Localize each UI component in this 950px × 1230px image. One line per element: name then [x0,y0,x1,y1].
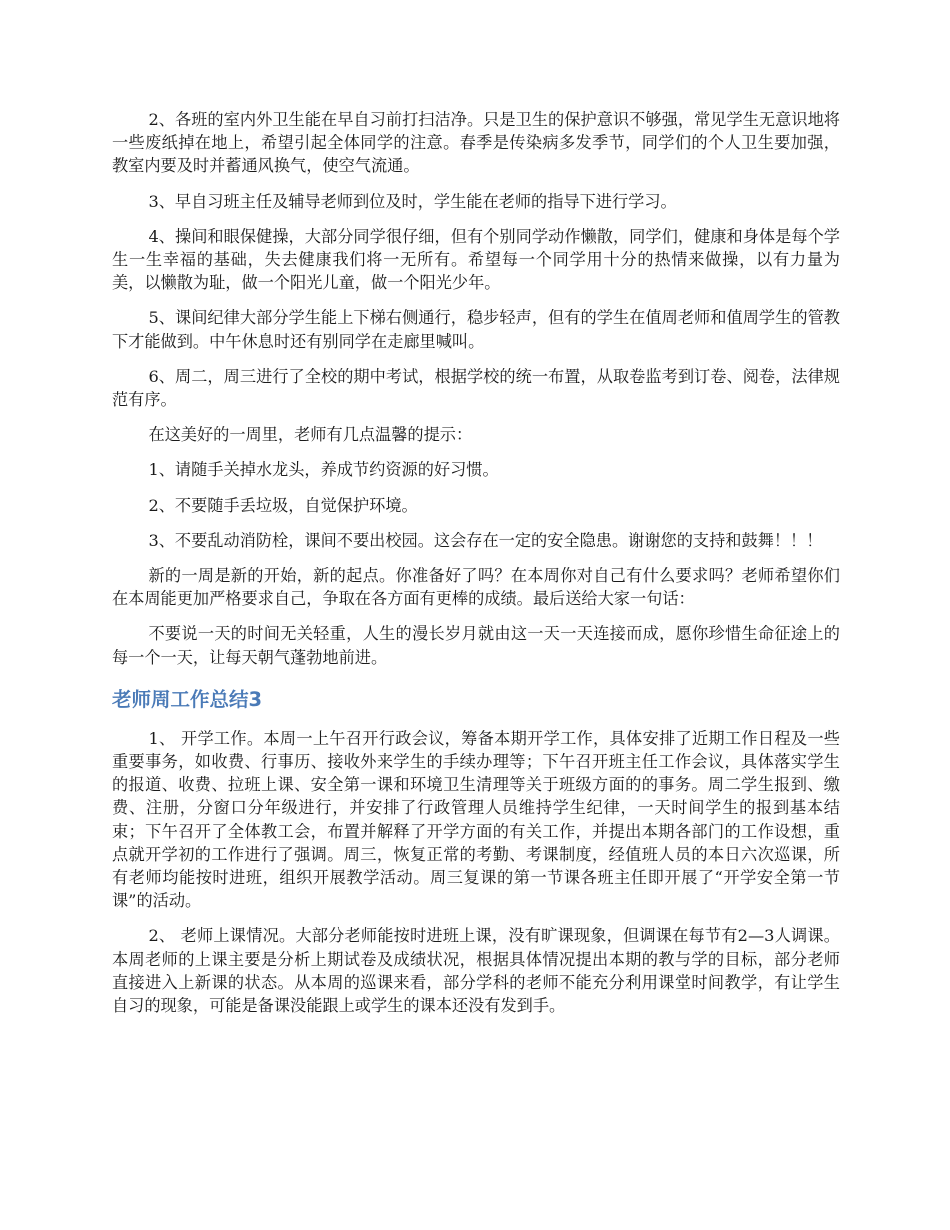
paragraph-new-week: 新的一周是新的开始，新的起点。你准备好了吗？在本周你对自己有什么要求吗？老师希望你们在本周能更加严格要求自己，争取在各方面有更棒的成绩。最后送给大家一句话： [112,566,840,609]
paragraph-tip-litter: 2、不要随手丢垃圾，自觉保护环境。 [148,495,418,515]
paragraph-break-discipline: 5、课间纪律大部分学生能上下梯右侧通行，稳步轻声，但有的学生在值周老师和值周学生的管教下才能做到。中午休息时还有别同学在走廊里喊叫。 [112,308,840,351]
paragraph-morning-study: 3、早自习班主任及辅导老师到位及时，学生能在老师的指导下进行学习。 [148,191,677,211]
document-page [112,108,840,1029]
paragraph-hygiene: 2、各班的室内外卫生能在早自习前打扫洁净。只是卫生的保护意识不够强，常见学生无意识地将一些废纸掉在地上，希望引起全体同学的注意。春季是传染病多发季节，同学们的个人卫生要加强，教室内要及时并蓄通风换气，使空气流通。 [112,110,840,176]
paragraph-tip-safety: 3、不要乱动消防栓，课间不要出校园。这会存在一定的安全隐患。谢谢您的支持和鼓舞！！！ [148,530,823,550]
paragraph-school-opening: 1、 开学工作。本周一上午召开行政会议，筹备本期开学工作，具体安排了近期工作日程及一些重要事务，如收费、行事历、接收外来学生的手续办理等；下午召开班主任工作会议，具体落实学生的报道、收费、拉班上课、安全第一课和环境卫生清理等关于班级方面的的事务。周二学生报到、缴费、注册，分窗口分年级进行，并安排了行政管理人员维持学生纪律，一天时间学生的报到基本结束；下午召开了全体教工会，布置并解释了开学方面的有关工作，并提出本期各部门的工作设想，重点就开学初的工作进行了强调。周三，恢复正常的考勤、考课制度，经值班人员的本日六次巡课，所有老师均能按时进班，组织开展教学活动。周三复课的第一节课各班主任即开展了“开学安全第一节课”的活动。 [112,728,840,911]
paragraph-tips-intro: 在这美好的一周里，老师有几点温馨的提示： [148,425,473,445]
paragraph-tip-water: 1、请随手关掉水龙头，养成节约资源的好习惯。 [148,460,499,480]
section-heading: 老师周工作总结3 [112,687,263,711]
paragraph-closing-quote: 不要说一天的时间无关轻重，人生的漫长岁月就由这一天一天连接而成，愿你珍惜生命征途上的每一个一天，让每天朝气蓬勃地前进。 [112,624,840,667]
paragraph-exercises: 4、操间和眼保健操，大部分同学很仔细，但有个别同学动作懒散，同学们，健康和身体是每个学生一生幸福的基础，失去健康我们将一无所有。希望每一个同学用十分的热情来做操，以有力量为美，以懒散为耻，做一个阳光儿童，做一个阳光少年。 [112,226,840,293]
paragraph-midterm-exam: 6、周二，周三进行了全校的期中考试，根据学校的统一布置，从取卷监考到订卷、阅卷，法律规范有序。 [112,366,840,410]
paragraph-teacher-classes: 2、 老师上课情况。大部分老师能按时进班上课，没有旷课现象，但调课在每节有2—3人调课。本周老师的上课主要是分析上期试卷及成绩状况，根据具体情况提出本期的教与学的目标，部分老师直接进入上新课的状态。从本周的巡课来看，部分学科的老师不能充分利用课堂时间教学，有让学生自习的现象，可能是备课没能跟上或学生的课本还没有发到手。 [112,926,840,1016]
